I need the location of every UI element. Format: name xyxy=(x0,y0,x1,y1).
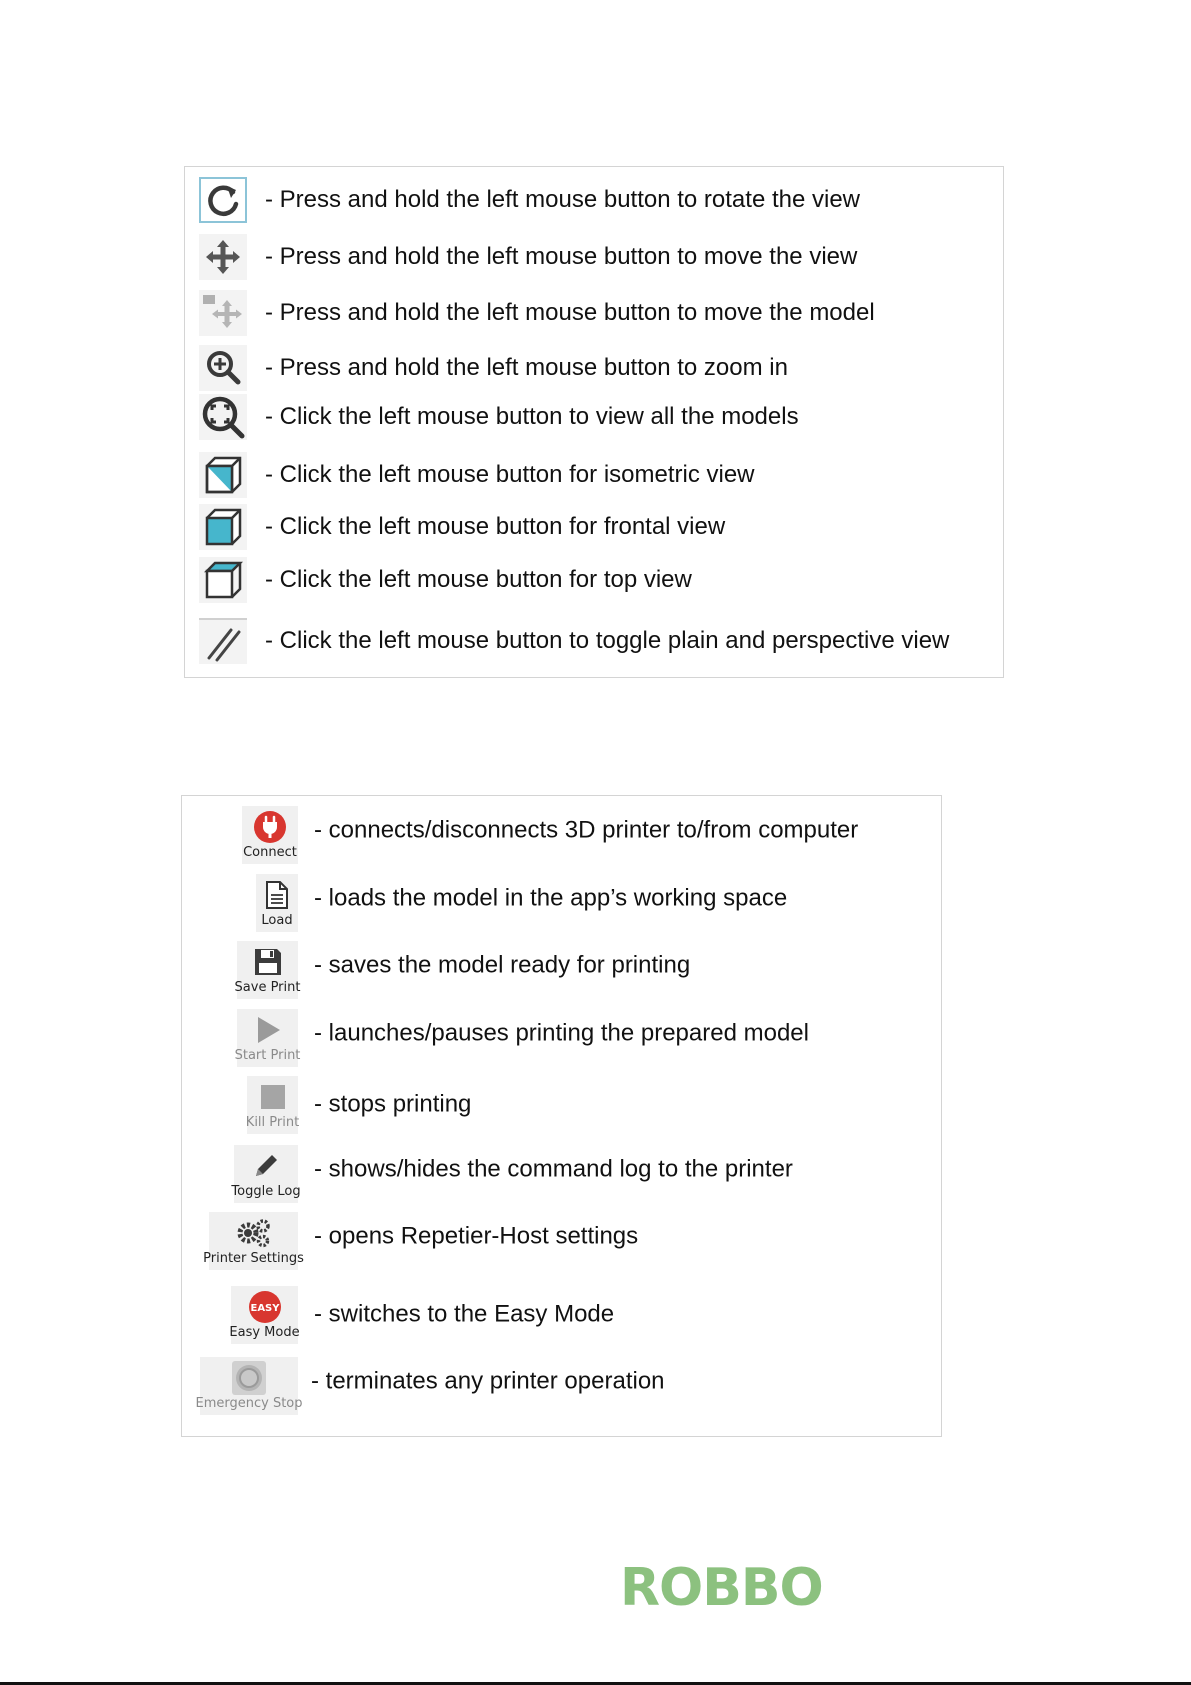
front-cube-icon[interactable] xyxy=(199,504,247,550)
view-control-text: - Click the left mouse button to toggle plain and perspective view xyxy=(265,627,950,654)
robbo-logo: ROBBO xyxy=(620,1558,823,1618)
toolbar-row xyxy=(182,1076,941,1136)
gears-icon xyxy=(236,1218,272,1248)
easy-mode-button-label: Easy Mode xyxy=(229,1325,300,1340)
toolbar-button-description: - opens Repetier-Host settings xyxy=(314,1222,639,1250)
toolbar-row xyxy=(182,1009,941,1069)
save-print-button-label: Save Print xyxy=(234,980,301,995)
load-button-label: Load xyxy=(261,913,293,928)
view-control-text: - Press and hold the left mouse button to zoom in xyxy=(265,354,788,381)
isometric-cube-icon[interactable] xyxy=(199,452,247,498)
toolbar-button-description: - shows/hides the command log to the printer xyxy=(314,1155,793,1183)
connect-button[interactable] xyxy=(242,806,298,864)
toolbar-row xyxy=(182,941,941,1001)
toolbar-button-description: - saves the model ready for printing xyxy=(314,951,691,979)
toggle-log-button-label: Toggle Log xyxy=(231,1184,301,1199)
toolbar-buttons-panel xyxy=(181,795,942,1437)
kill-print-button-label: Kill Print xyxy=(245,1115,300,1130)
toolbar-row xyxy=(182,1357,941,1417)
toolbar-button-description: - terminates any printer operation xyxy=(311,1367,665,1395)
view-control-text: - Click the left mouse button for isometric view xyxy=(265,461,755,488)
top-cube-icon[interactable] xyxy=(199,557,247,603)
view-control-text: - Click the left mouse button for top view xyxy=(265,566,692,593)
toolbar-row xyxy=(182,806,941,866)
toolbar-button-description: - switches to the Easy Mode xyxy=(314,1300,615,1328)
printer-settings-button-label: Printer Settings xyxy=(203,1251,304,1266)
connect-button-label: Connect xyxy=(243,845,297,860)
pencil-icon xyxy=(251,1151,281,1181)
toolbar-button-description: - launches/pauses printing the prepared model xyxy=(314,1019,809,1047)
easy-badge-icon xyxy=(248,1290,282,1324)
start-print-button[interactable] xyxy=(234,1009,301,1067)
save-print-button[interactable] xyxy=(234,941,301,999)
move-model-icon[interactable] xyxy=(199,290,247,336)
view-control-text: - Press and hold the left mouse button to move the model xyxy=(265,299,875,326)
parallel-lines-icon[interactable] xyxy=(199,618,247,664)
move-view-icon[interactable] xyxy=(199,234,247,280)
play-icon xyxy=(254,1015,282,1045)
toolbar-button-description: - stops printing xyxy=(314,1090,472,1118)
toolbar-row xyxy=(182,1145,941,1205)
view-control-text: - Press and hold the left mouse button to rotate the view xyxy=(265,186,861,213)
toolbar-button-description: - loads the model in the app’s working space xyxy=(314,884,788,912)
kill-print-button[interactable] xyxy=(247,1076,298,1134)
toolbar-row xyxy=(182,1212,941,1272)
view-control-row xyxy=(185,450,1003,500)
rotate-icon[interactable] xyxy=(199,177,247,223)
floppy-disk-icon xyxy=(253,947,283,977)
toggle-log-button[interactable] xyxy=(231,1145,301,1203)
svg-text:EASY: EASY xyxy=(249,1303,280,1314)
toolbar-row xyxy=(182,874,941,934)
zoom-in-icon[interactable] xyxy=(199,345,247,391)
view-control-row xyxy=(185,343,1003,393)
emergency-stop-icon xyxy=(231,1360,267,1396)
load-button[interactable] xyxy=(256,874,298,932)
view-control-row xyxy=(185,555,1003,605)
emergency-stop-button-label: Emergency Stop xyxy=(195,1396,303,1411)
document-icon xyxy=(264,880,290,910)
view-control-row xyxy=(185,392,1003,442)
start-print-button-label: Start Print xyxy=(234,1048,301,1063)
view-control-row xyxy=(185,288,1003,338)
view-controls-panel xyxy=(184,166,1004,678)
view-control-row xyxy=(185,175,1003,225)
view-control-row xyxy=(185,232,1003,282)
toolbar-button-description: - connects/disconnects 3D printer to/from computer xyxy=(314,816,859,844)
fit-all-icon[interactable] xyxy=(199,394,247,440)
printer-settings-button[interactable] xyxy=(203,1212,304,1270)
view-control-text: - Click the left mouse button to view all the models xyxy=(265,403,799,430)
emergency-stop-button[interactable] xyxy=(195,1357,303,1415)
view-control-row xyxy=(185,502,1003,552)
toolbar-row xyxy=(182,1286,941,1346)
easy-mode-button[interactable] xyxy=(231,1286,298,1344)
view-control-text: - Press and hold the left mouse button to move the view xyxy=(265,243,858,270)
plug-icon xyxy=(253,810,287,844)
view-control-row xyxy=(185,616,1003,666)
view-control-text: - Click the left mouse button for frontal view xyxy=(265,513,726,540)
stop-square-icon xyxy=(259,1083,287,1111)
